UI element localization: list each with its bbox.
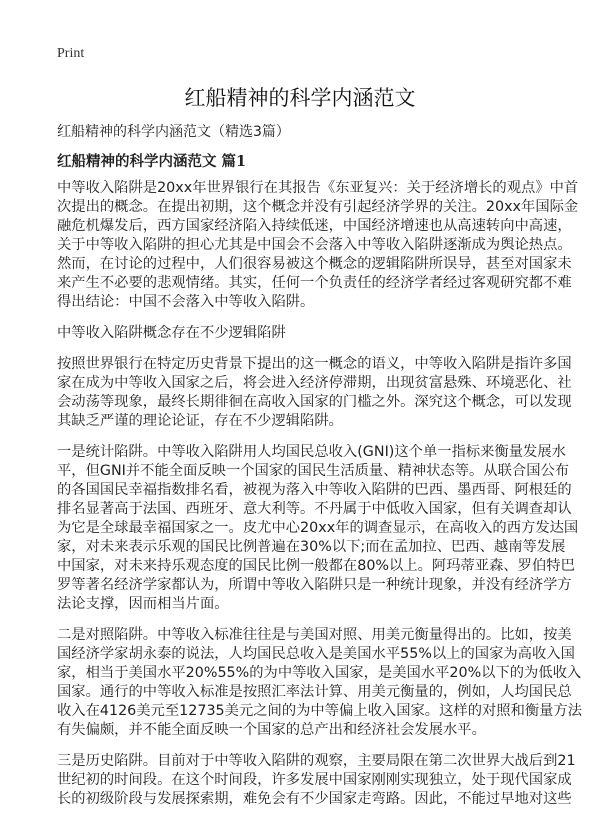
text-line: 国经济学家胡永泰的说法，人均国民总收入是美国水平55%以上的国家为高收入国 xyxy=(57,646,575,662)
text-line: 排名显著高于法国、西班牙、意大利等。不丹属于中低收入国家，但有关调查却认 xyxy=(57,501,572,517)
subheading: 中等收入陷阱概念存在不少逻辑陷阱 xyxy=(57,325,286,341)
text-line: 一是统计陷阱。中等收入陷阱用人均国民总收入(GNI)这个单一指标来衡量发展水 xyxy=(57,444,566,460)
paragraph-5 xyxy=(57,752,576,809)
text-line: 中等收入陷阱是20xx年世界银行在其报告《东亚复兴：关于经济增长的观点》中首 xyxy=(57,180,579,196)
text-line: 然而，在讨论的过程中，人们很容易被这个概念的逻辑陷阱所误导，甚至对国家未 xyxy=(57,256,572,272)
text-line: 国家。通行的中等收入标准是按照汇率法计算、用美元衡量的，例如，人均国民总 xyxy=(57,684,572,700)
text-line: 按照世界银行在特定历史背景下提出的这一概念的语义，中等收入陷阱是指许多国 xyxy=(57,356,572,372)
text-line: 法论支撑，因而相当片面。 xyxy=(57,596,229,612)
text-line: 二是对照陷阱。中等收入标准往往是与美国对照、用美元衡量得出的。比如，按美 xyxy=(57,627,572,643)
text-line: 世纪初的时间段。在这个时间段，许多发展中国家刚刚实现独立，处于现代国家成 xyxy=(57,772,572,788)
paragraph-2 xyxy=(57,355,572,431)
text-line: 其缺乏严谨的理论论证，存在不少逻辑陷阱。 xyxy=(57,413,343,429)
text-line: 家，对未来表示乐观的国民比例普遍在30%以下;而在孟加拉、巴西、越南等发展 xyxy=(57,539,566,555)
document-subtitle: 红船精神的科学内涵范文（精选3篇） xyxy=(57,124,290,140)
document-body xyxy=(57,179,583,821)
text-line: 得出结论：中国不会落入中等收入陷阱。 xyxy=(57,294,315,310)
text-line: 融危机爆发后，西方国家经济陷入持续低迷，中国经济增速也从高速转向中高速， xyxy=(57,218,572,234)
text-line: 为它是全球最幸福国家之一。皮尤中心20xx年的调查显示，在高收入的西方发达国 xyxy=(57,520,579,536)
text-line: 罗等著名经济学家都认为，所谓中等收入陷阱只是一种统计现象，并没有经济学方 xyxy=(57,577,572,593)
text-line: 会动荡等现象，最终长期徘徊在高收入国家的门槛之外。深究这个概念，可以发现 xyxy=(57,394,572,410)
text-line: 家，相当于美国水平20%55%的为中等收入国家，是美国水平20%以下的为低收入 xyxy=(57,665,582,681)
section-heading: 红船精神的科学内涵范文 篇1 xyxy=(57,153,247,170)
text-line: 收入在4126美元至12735美元之间的为中等偏上收入国家。这样的对照和衡量方法 xyxy=(57,703,583,719)
text-line: 关于中等收入陷阱的担心尤其是中国会不会落入中等收入陷阱逐渐成为舆论热点。 xyxy=(57,237,572,253)
text-line: 家在成为中等收入国家之后，将会进入经济停滞期，出现贫富悬殊、环境恶化、社 xyxy=(57,375,572,391)
text-line: 次提出的概念。在提出初期，这个概念并没有引起经济学界的关注。20xx年国际金 xyxy=(57,199,579,215)
text-line: 三是历史陷阱。目前对于中等收入陷阱的观察，主要局限在第二次世界大战后到21 xyxy=(57,753,576,769)
paragraph-1 xyxy=(57,179,579,312)
paragraph-4 xyxy=(57,626,583,740)
text-line: 有失偏颇，并不能全面反映一个国家的总产出和经济社会发展水平。 xyxy=(57,722,486,738)
text-line: 中国家，对未来持乐观态度的国民比例一般都在80%以上。阿玛蒂亚森、罗伯特巴 xyxy=(57,558,575,574)
text-line: 平，但GNI并不能全面反映一个国家的国民生活质量、精神状态等。从联合国公布 xyxy=(57,463,570,479)
text-line: 的各国国民幸福指数排名看，被视为落入中等收入陷阱的巴西、墨西哥、阿根廷的 xyxy=(57,482,572,498)
text-line: 来产生不必要的悲观情绪。其实，任何一个负责任的经济学者经过客观研究都不难 xyxy=(57,275,572,291)
paragraph-3 xyxy=(57,443,579,614)
document-title: 红船精神的科学内涵范文 xyxy=(184,86,416,110)
text-line: 长的初级阶段与发展探索期，难免会有不少国家走弯路。因此，不能过早地对这些 xyxy=(57,791,572,807)
print-link[interactable]: Print xyxy=(57,46,85,61)
